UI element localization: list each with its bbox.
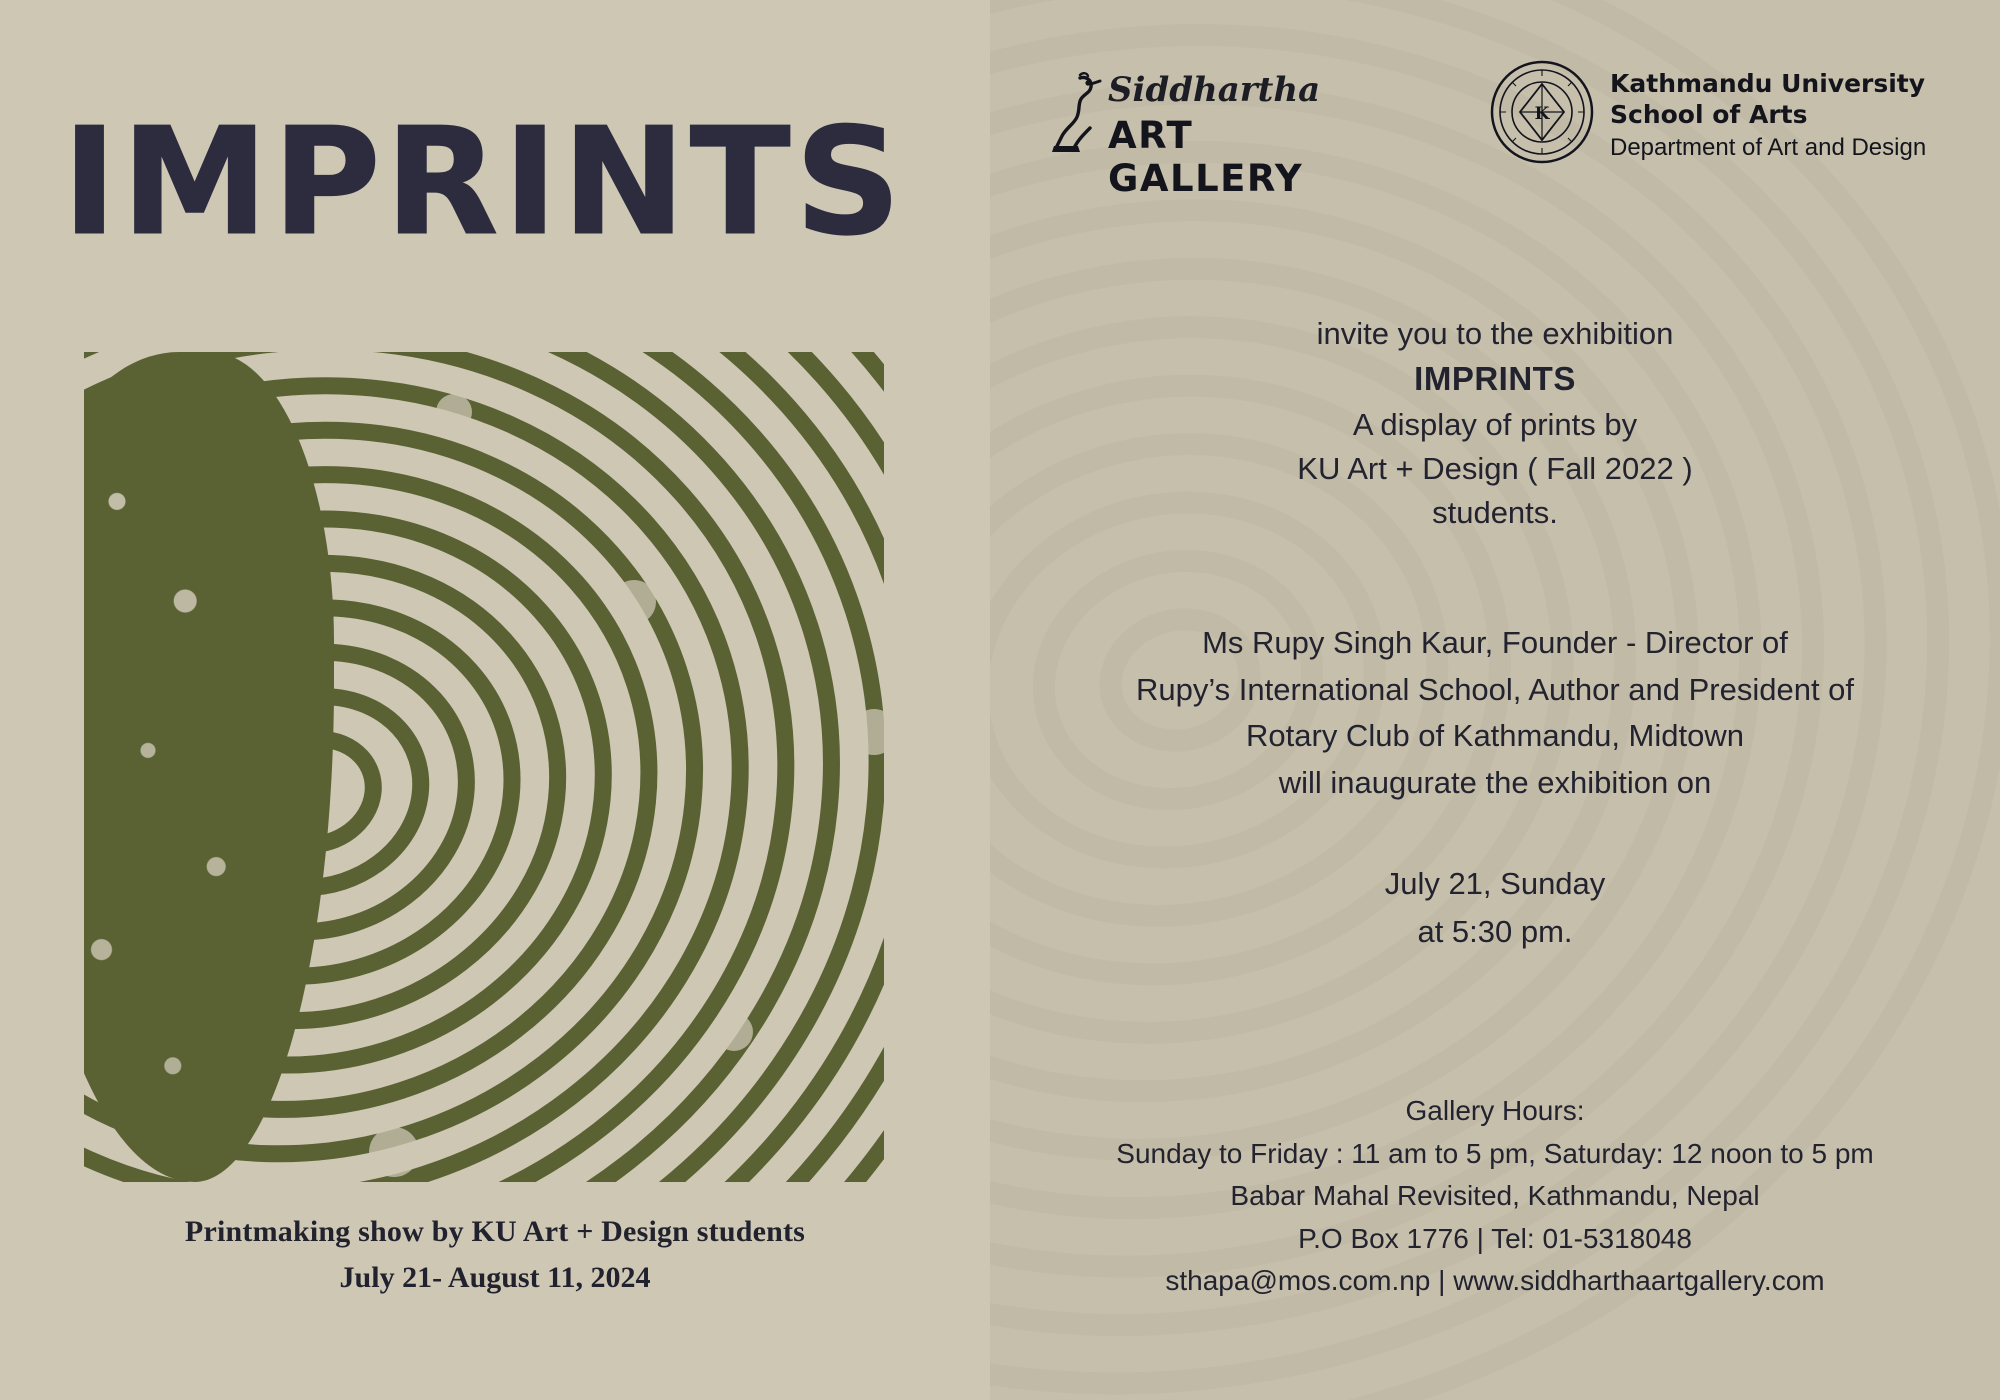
guest-line-1: Ms Rupy Singh Kaur, Founder - Director of	[1202, 625, 1788, 660]
poster-left-panel	[0, 0, 990, 1400]
guest-line-4: will inaugurate the exhibition on	[1278, 764, 1712, 800]
invitation-text	[990, 312, 2000, 535]
event-datetime	[990, 860, 2000, 956]
thumb-silhouette-shape	[84, 352, 334, 1182]
gallery-address: Babar Mahal Revisited, Kathmandu, Nepal	[1230, 1180, 1760, 1212]
siddhartha-art-gallery-logo	[1050, 70, 1400, 200]
caption-line-2: July 21- August 11, 2024	[339, 1261, 651, 1294]
page-title: IMPRINTS	[62, 96, 906, 268]
caption-line-1: Printmaking show by KU Art + Design students	[184, 1215, 806, 1248]
guest-line-2: Rupy’s International School, Author and President of	[1135, 671, 1855, 707]
left-caption	[0, 1215, 990, 1295]
invite-line-4: students.	[1432, 494, 1558, 530]
gallery-info-footer	[990, 1090, 2000, 1303]
ku-seal-icon	[1490, 60, 1594, 164]
invite-line-2: A display of prints by	[1352, 406, 1638, 442]
event-date: July 21, Sunday	[1384, 866, 1606, 901]
invite-line-3: KU Art + Design ( Fall 2022 )	[1297, 450, 1693, 486]
gallery-web: sthapa@mos.com.np | www.siddharthaartgallery.com	[1165, 1265, 1825, 1297]
invite-line-1: invite you to the exhibition	[1316, 316, 1674, 351]
event-time: at 5:30 pm.	[1417, 914, 1573, 950]
gallery-hours-label: Gallery Hours:	[1405, 1095, 1585, 1126]
svg-text:K: K	[1534, 104, 1550, 124]
gallery-script-name: Siddhartha	[1108, 70, 1321, 110]
logo-bar	[990, 60, 2000, 200]
ku-line-3: Department of Art and Design	[1610, 133, 1927, 161]
ku-line-1: Kathmandu University	[1610, 69, 1926, 98]
ku-text-block	[1610, 68, 1926, 163]
guest-line-3: Rotary Club of Kathmandu, Midtown	[1246, 718, 1744, 753]
chief-guest-text	[990, 620, 2000, 806]
ku-line-2: School of Arts	[1610, 100, 1808, 130]
invite-exhibition-title: IMPRINTS	[1414, 360, 1576, 398]
fingerprint-ring-print-artwork	[84, 352, 884, 1182]
peacock-bird-icon	[1050, 72, 1106, 156]
kathmandu-university-logo	[1490, 60, 1990, 170]
gallery-name: ART GALLERY	[1108, 114, 1304, 200]
poster-right-panel	[990, 0, 2000, 1400]
gallery-hours: Sunday to Friday : 11 am to 5 pm, Saturday: 12 noon to 5 pm	[1116, 1137, 1874, 1169]
gallery-contact: P.O Box 1776 | Tel: 01-5318048	[1298, 1222, 1692, 1254]
